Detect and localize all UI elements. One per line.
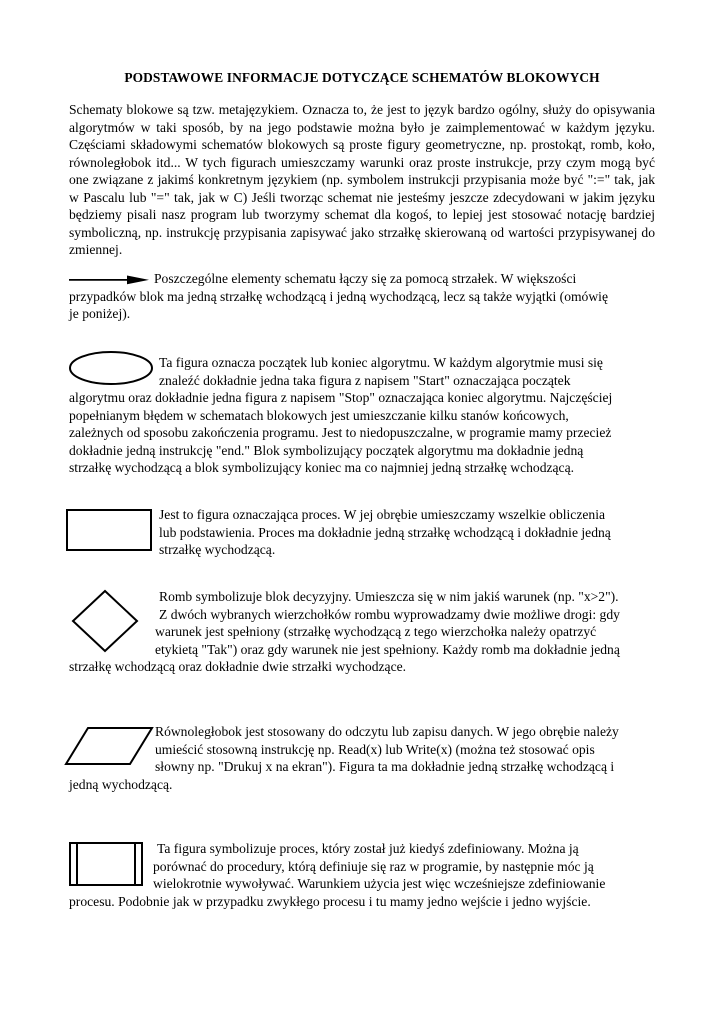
terminal-line-4: popełnianym błędem w schematach blokowych jest umieszczanie kilku stanów końcowych, <box>69 407 569 423</box>
process-line-1: Jest to figura oznaczająca proces. W jej obrębie umieszczamy wszelkie obliczenia <box>159 507 605 522</box>
predefined-line-1: Ta figura symbolizuje proces, który został już kiedyś zdefiniowany. Można ją <box>157 841 579 856</box>
terminal-line-2: znaleźć dokładnie jedna taka figura z napisem "Start" oznaczająca początek <box>159 372 571 388</box>
terminal-line-7: strzałkę wychodzącą a blok symbolizujący koniec ma co najmniej jedną strzałkę wchodzącą. <box>69 460 575 475</box>
document-title: PODSTAWOWE INFORMACJE DOTYCZĄCE SCHEMATÓW BLOKOWYCH <box>124 70 600 85</box>
predefined-line-4: procesu. Podobnie jak w przypadku zwykłego procesu i tu mamy jedno wejście i jedno wyjście. <box>69 893 591 909</box>
decision-line-1: Romb symbolizuje blok decyzyjny. Umieszcza się w nim jakiś warunek (np. "x>2"). <box>159 589 619 604</box>
process-description <box>159 506 679 559</box>
predefined-line-2: porównać do procedury, którą definiuje się raz w programie, by następnie móc ją <box>153 858 594 874</box>
decision-description <box>69 588 679 676</box>
decision-line-5: strzałkę wchodzącą oraz dokładnie dwie strzałki wychodzące. <box>69 659 407 674</box>
terminal-line-1: Ta figura oznacza początek lub koniec algorytmu. W każdym algorytmie musi się <box>159 355 603 370</box>
intro-paragraph: Schematy blokowe są tzw. metajęzykiem. Oznacza to, że jest to język bardzo ogólny, służy do opisywania algorytmów w taki sposób, by na jego podstawie można było je zaimplementować w każdym języku. Częściami składowymi schematów blokowych są proste figury geometryczne, np. prostokąt, romb, koło, równoległobok itd... W tych figurach umieszczamy warunki oraz proste instrukcje, przy czym mogą być one związane z jakimś konkretnym językiem (np. symbolem instrukcji przypisania może być ":=" tak, jak w Pascalu lub "=" tak, jak w C) Jeśli tworząc schemat nie jesteśmy jeszcze zdecydowani w jakim języku będziemy pisali nasz program lub tworzymy schemat dla kogoś, to lepiej jest stosować notację bardziej symboliczną, np. instrukcję przypisania zapisywać jako strzałkę skierowaną od wartości przypisywanej do zmiennej. <box>69 102 655 257</box>
terminal-line-5: zależnych od sposobu zakończenia programu. Jest to niedopuszczalne, w programie mamy przecież <box>69 425 612 440</box>
io-line-2: umieścić stosowną instrukcję np. Read(x) lub Write(x) (można też stosować opis <box>155 741 595 757</box>
process-rectangle-icon <box>66 509 152 551</box>
decision-line-2: Z dwóch wybranych wierzchołków rombu wyprowadzamy dwie możliwe drogi: gdy <box>159 606 620 622</box>
terminal-line-3: algorytmu oraz dokładnie jedna figura z napisem "Stop" oznaczająca koniec algorytmu. Najczęściej <box>69 390 613 405</box>
io-line-1: Równoległobok jest stosowany do odczytu lub zapisu danych. W jego obrębie należy <box>155 724 619 739</box>
decision-line-4: etykietą "Tak") oraz gdy warunek nie jest spełniony. Każdy romb ma dokładnie jedną <box>155 641 620 657</box>
arrow-line-3: je poniżej). <box>69 306 131 321</box>
process-line-2: lub podstawienia. Proces ma dokładnie jedną strzałkę wchodzącą i dokładnie jedną <box>159 524 611 540</box>
arrow-description <box>69 270 669 323</box>
process-line-3: strzałkę wychodzącą. <box>159 542 276 557</box>
decision-line-3: warunek jest spełniony (strzałkę wychodzącą z tego wierzchołka należy opatrzyć <box>155 624 597 639</box>
io-line-3: słowny np. "Drukuj x na ekran"). Figura ta ma dokładnie jedną strzałkę wchodzącą i <box>155 759 615 774</box>
io-description <box>69 723 679 793</box>
predefined-line-3: wielokrotnie wywoływać. Warunkiem użycia jest więc wcześniejsze zdefiniowanie <box>153 876 606 891</box>
terminal-line-6: dokładnie jedną instrukcję "end." Blok symbolizujący początek algorytmu ma dokładnie jedną <box>69 442 584 458</box>
io-line-4: jedną wychodzącą. <box>69 776 173 792</box>
arrow-line-1: Poszczególne elementy schematu łączy się za pomocą strzałek. W większości <box>154 271 577 286</box>
arrow-line-2: przypadków blok ma jedną strzałkę wchodzącą i jedną wychodzącą, lecz są także wyjątki (omówię <box>69 288 608 304</box>
predefined-description <box>69 840 679 910</box>
terminal-description <box>69 354 669 477</box>
